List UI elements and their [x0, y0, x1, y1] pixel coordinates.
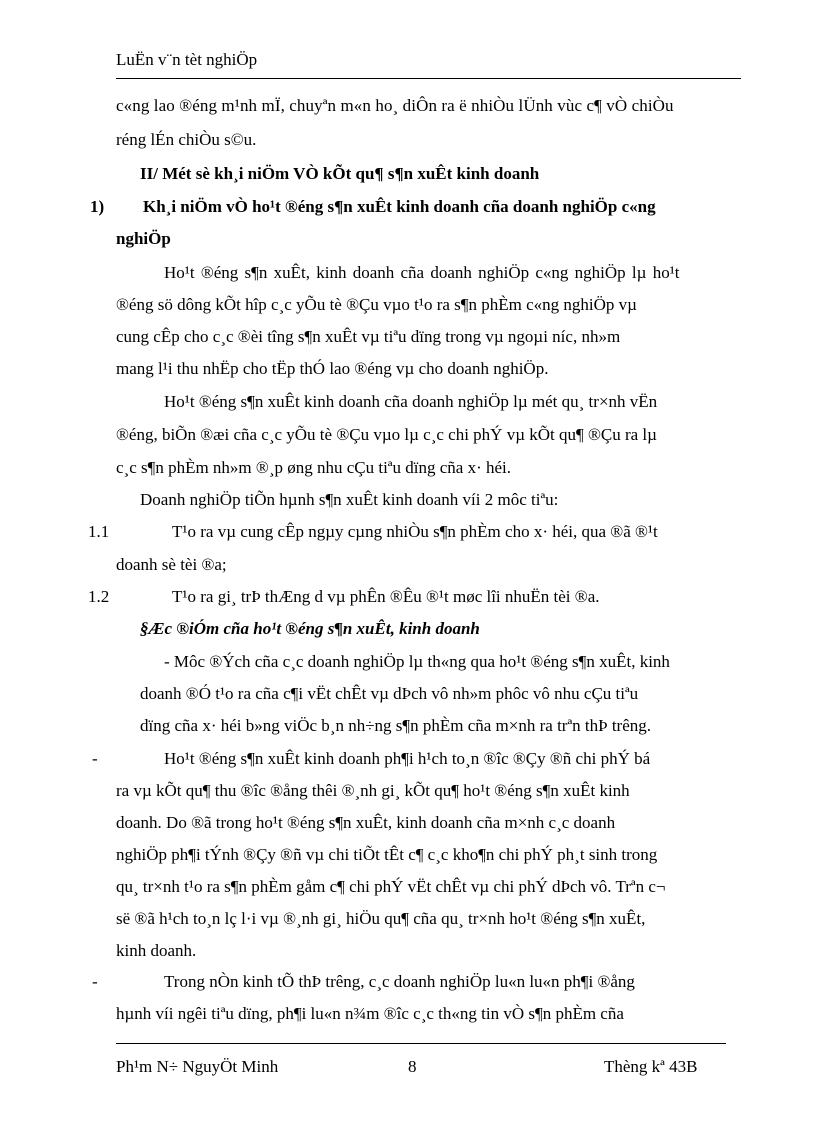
text-line: c¸c s¶n phÈm nh»m ®¸p øng nhu cÇu tiªu dïng cña x· héi.	[116, 458, 511, 477]
text-line: ®éng, biÕn ®æi cña c¸c yÕu tè ®Çu vµo lµ c¸c chi phÝ vµ kÕt qu¶ ®Çu ra lµ	[116, 425, 657, 444]
text-line: réng lÉn chiÒu s©u.	[116, 130, 257, 149]
text-line: së ®ã h¹ch to¸n lç l·i vµ ®¸nh gi¸ hiÖu qu¶ cña qu¸ tr×nh ho¹t ®éng s¶n xuÊt,	[116, 909, 646, 928]
text-line: ®éng sö dông kÕt hîp c¸c yÕu tè ®Çu vµo t¹o ra s¶n phÈm c«ng nghiÖp vµ	[116, 295, 637, 314]
subsection-heading-cont: nghiÖp	[116, 229, 171, 248]
footer-author: Ph¹m N÷ NguyÖt Minh	[116, 1057, 279, 1076]
footer-page-number: 8	[408, 1057, 417, 1076]
features-heading: §Æc ®iÓm cña ho¹t ®éng s¶n xuÊt, kinh doanh	[140, 619, 480, 638]
bullet-dash: -	[92, 749, 98, 768]
text-line: mang l¹i thu nhËp cho tËp thÓ lao ®éng vµ cho doanh nghiÖp.	[116, 359, 549, 378]
text-line: doanh. Do ®ã trong ho¹t ®éng s¶n xuÊt, kinh doanh cña m×nh c¸c doanh	[116, 813, 616, 832]
footer-rule	[116, 1043, 726, 1044]
header-title: LuËn v¨n tèt nghiÖp	[116, 50, 258, 69]
list-number: 1)	[90, 197, 105, 216]
list-number: 1.1	[88, 522, 110, 541]
text-line: kinh doanh.	[116, 941, 197, 960]
text-line: ra vµ kÕt qu¶ thu ®îc ®ång thêi ®¸nh gi¸ kÕt qu¶ ho¹t ®éng s¶n xuÊt kinh	[116, 781, 630, 800]
footer-class: Thèng kª 43B	[604, 1057, 698, 1076]
text-line: doanh ®Ó t¹o ra cña c¶i vËt chÊt vµ dÞch vô nh»m phôc vô nhu cÇu tiªu	[140, 684, 639, 703]
text-line: Ho¹t ®éng s¶n xuÊt kinh doanh ph¶i h¹ch to¸n ®îc ®Çy ®ñ chi phÝ bá	[164, 749, 651, 768]
text-line: Ho¹t ®éng s¶n xuÊt, kinh doanh cña doanh nghiÖp c«ng nghiÖp lµ ho¹t	[164, 263, 680, 282]
section-heading: II/ Mét sè kh¸i niÖm VÒ kÕt qu¶ s¶n xuÊt kinh doanh	[140, 164, 540, 183]
header-rule	[116, 78, 741, 79]
subsection-heading: Kh¸i niÖm vÒ ho¹t ®éng s¶n xuÊt kinh doanh cña doanh nghiÖp c«ng	[143, 197, 656, 216]
list-number: 1.2	[88, 587, 110, 606]
text-line: Ho¹t ®éng s¶n xuÊt kinh doanh cña doanh nghiÖp lµ mét qu¸ tr×nh vËn	[164, 392, 658, 411]
text-line: dïng cña x· héi b»ng viÖc b¸n nh÷ng s¶n phÈm cña m×nh ra trªn thÞ trêng.	[140, 716, 651, 735]
text-line: doanh sè tèi ®a;	[116, 555, 227, 574]
text-line: - Môc ®Ých cña c¸c doanh nghiÖp lµ th«ng qua ho¹t ®éng s¶n xuÊt, kinh	[164, 652, 670, 671]
text-line: c«ng lao ®éng m¹nh mÏ, chuyªn m«n ho¸ diÔn ra ë nhiÒu lÜnh vùc c¶ vÒ chiÒu	[116, 96, 674, 115]
text-line: nghiÖp ph¶i tÝnh ®Çy ®ñ vµ chi tiÕt tÊt c¶ c¸c kho¶n chi phÝ ph¸t sinh trong	[116, 845, 658, 864]
text-line: Trong nÒn kinh tÕ thÞ trêng, c¸c doanh nghiÖp lu«n lu«n ph¶i ®ång	[164, 972, 635, 991]
text-line: qu¸ tr×nh t¹o ra s¶n phÈm gåm c¶ chi phÝ vËt chÊt vµ chi phÝ dÞch vô. Trªn c¬	[116, 877, 666, 896]
bullet-dash: -	[92, 972, 98, 991]
text-line: Doanh nghiÖp tiÕn hµnh s¶n xuÊt kinh doanh víi 2 môc tiªu:	[140, 490, 559, 509]
text-line: hµnh víi ngêi tiªu dïng, ph¶i lu«n n¾m ®îc c¸c th«ng tin vÒ s¶n phÈm cña	[116, 1004, 624, 1023]
text-line: T¹o ra gi¸ trÞ thÆng d vµ phÊn ®Êu ®¹t møc lîi nhuËn tèi ®a.	[172, 587, 600, 606]
text-line: cung cÊp cho c¸c ®èi tîng s¶n xuÊt vµ tiªu dïng trong vµ ngoµi níc, nh»m	[116, 327, 621, 346]
text-line: T¹o ra vµ cung cÊp ngµy cµng nhiÒu s¶n phÈm cho x· héi, qua ®ã ®¹t	[172, 522, 658, 541]
